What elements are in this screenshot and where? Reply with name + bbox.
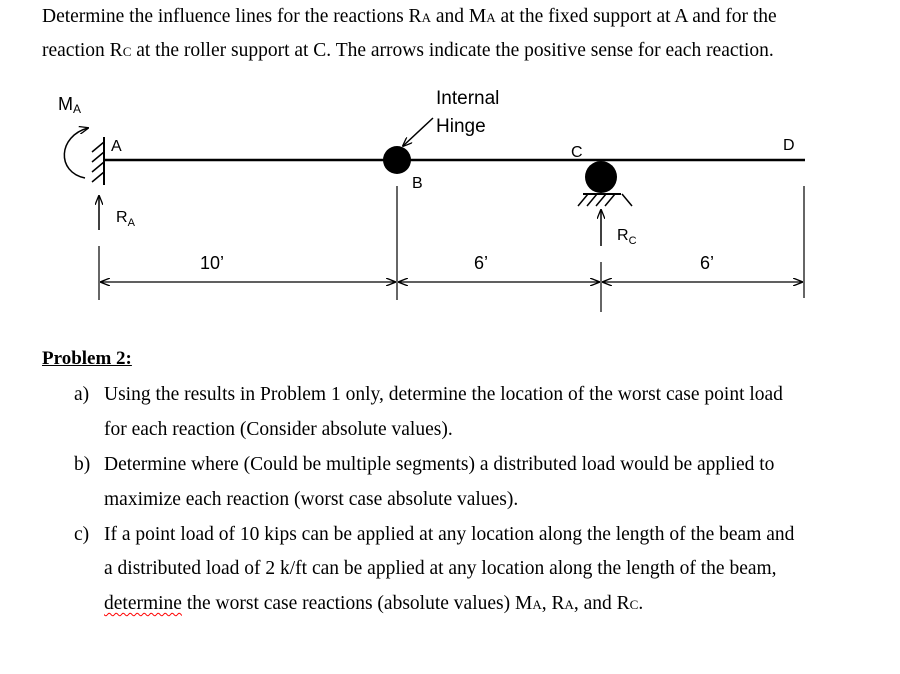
dim-label-bc: 6’ <box>474 253 489 273</box>
reaction-a-label: $R_A$ <box>116 209 135 229</box>
dim-label-cd: 6’ <box>700 253 715 273</box>
intro-line-2: reaction RC at the roller support at C. The arrows indicate the positive sense for each reaction. <box>42 40 774 61</box>
item-a-marker: a) <box>74 384 90 405</box>
moment-arrow <box>64 128 88 178</box>
hinge-label-1: Internal <box>436 88 500 109</box>
item-c-marker: c) <box>74 524 90 545</box>
moment-label: MA <box>58 94 82 116</box>
item-b-marker: b) <box>74 454 91 475</box>
item-c-line-3: determine the worst case reactions (absolute values) MA, RA, and RC. <box>104 593 644 614</box>
internal-hinge <box>383 146 411 174</box>
point-label-b: B <box>412 175 423 192</box>
item-c-line-1: If a point load of 10 kips can be applied at any location along the length of the beam and <box>104 524 795 545</box>
item-b-line-2: maximize each reaction (worst case absolute values). <box>104 489 519 510</box>
item-b-line-1: Determine where (Could be multiple segments) a distributed load would be applied to <box>104 454 775 475</box>
reaction-c-label: $R_C$ <box>617 227 637 247</box>
item-a-line-1: Using the results in Problem 1 only, determine the location of the worst case point load <box>104 384 783 405</box>
point-label-a: A <box>111 138 122 155</box>
point-label-d: D <box>783 137 795 154</box>
roller-support <box>585 161 617 193</box>
problem-heading: Problem 2: <box>42 348 132 369</box>
hinge-label-2: Hinge <box>436 116 486 137</box>
fixed-support <box>92 137 104 185</box>
spellcheck-word: determine <box>104 593 182 614</box>
item-a-line-2: for each reaction (Consider absolute values). <box>104 419 453 440</box>
dim-label-ab: 10’ <box>200 253 225 273</box>
item-c-line-2: a distributed load of 2 k/ft can be applied at any location along the length of the beam, <box>104 558 777 579</box>
ground-hatching <box>578 194 632 206</box>
intro-line-1: Determine the influence lines for the reactions RA and MA at the fixed support at A and for the <box>42 6 777 27</box>
point-label-c: C <box>571 144 583 161</box>
hinge-pointer-arrow <box>403 118 433 146</box>
